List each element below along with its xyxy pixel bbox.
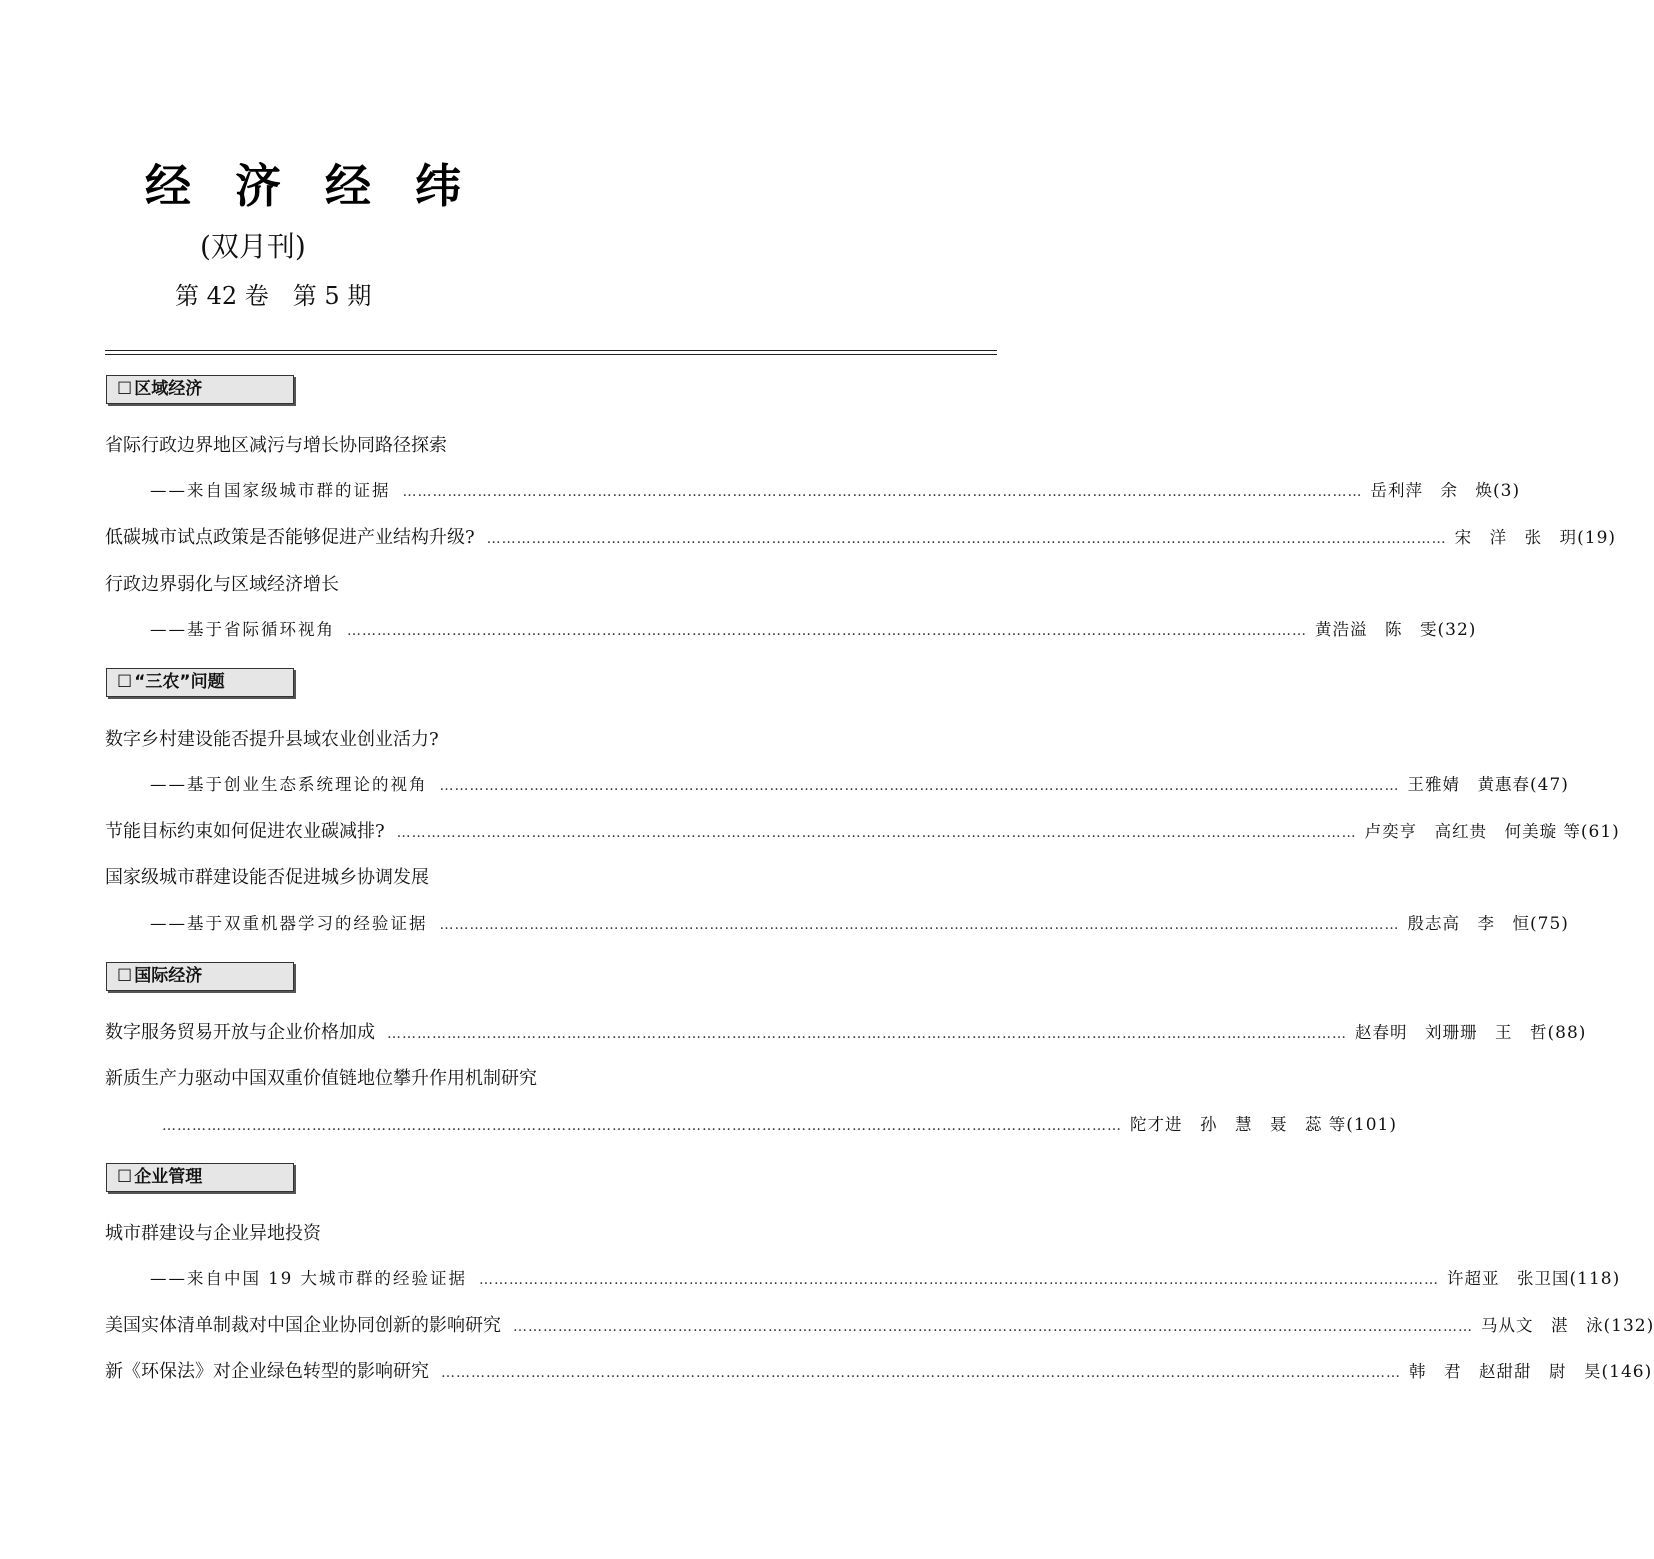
leader-dots: ………………………………………………………………………………………………………………………………………………………………………… — [396, 825, 1357, 841]
entry-title: 美国实体清单制裁对中国企业协同创新的影响研究 — [105, 1315, 501, 1336]
entry-page: (32) — [1437, 620, 1477, 640]
toc-entry[interactable] — [150, 910, 1569, 936]
leader-dots: ………………………………………………………………………………………………………………………………………………………………………… — [513, 1319, 1473, 1335]
entry-authors: 王雅婧 黄惠春 — [1407, 775, 1530, 794]
toc-entry[interactable] — [150, 616, 1477, 642]
toc-title-line[interactable]: 行政边界弱化与区域经济增长 — [105, 574, 339, 595]
checkbox-square-icon: ☐ — [117, 966, 133, 986]
entry-page: (118) — [1569, 1269, 1621, 1289]
leader-dots: ………………………………………………………………………………………………………………………………………………………………………… — [347, 623, 1307, 639]
leader-dots: ………………………………………………………………………………………………………………………………………………………………………… — [402, 484, 1363, 500]
leader-dots: ………………………………………………………………………………………………………………………………………………………………………… — [439, 917, 1400, 933]
entry-page: (19) — [1577, 528, 1617, 548]
entry-page: (146) — [1601, 1362, 1653, 1382]
entry-page: (75) — [1530, 914, 1569, 934]
toc-entry[interactable] — [105, 1311, 1654, 1337]
checkbox-square-icon: ☐ — [117, 672, 133, 692]
toc-entry[interactable] — [105, 1018, 1587, 1044]
leader-dots: ………………………………………………………………………………………………………………………………………………………………………… — [162, 1118, 1122, 1134]
entry-title: 节能目标约束如何促进农业碳减排? — [105, 821, 385, 842]
section-header-regional — [106, 375, 294, 404]
entry-authors: 韩 君 赵甜甜 尉 昊 — [1409, 1362, 1602, 1381]
entry-title: 数字服务贸易开放与企业价格加成 — [105, 1022, 375, 1043]
checkbox-square-icon: ☐ — [117, 379, 133, 399]
leader-dots: ………………………………………………………………………………………………………………………………………………………………………… — [441, 1365, 1401, 1381]
entry-page: (88) — [1547, 1023, 1587, 1043]
entry-authors: 卢奕亨 高红贵 何美璇 等 — [1364, 822, 1581, 841]
section-name: “三农”问题 — [134, 672, 225, 692]
entry-authors: 许超亚 张卫国 — [1447, 1269, 1570, 1288]
section-header-management — [106, 1163, 294, 1192]
section-name: 国际经济 — [134, 966, 203, 986]
toc-entry[interactable] — [150, 477, 1521, 503]
header-rule-bottom — [105, 354, 997, 355]
toc-entry[interactable] — [105, 523, 1617, 549]
entry-page: (61) — [1580, 822, 1620, 842]
toc-title-line[interactable]: 城市群建设与企业异地投资 — [105, 1223, 321, 1244]
entry-page: (132) — [1603, 1316, 1654, 1336]
checkbox-square-icon: ☐ — [117, 1167, 133, 1187]
leader-dots: ………………………………………………………………………………………………………………………………………………………………………… — [479, 1272, 1439, 1288]
leader-dots: ………………………………………………………………………………………………………………………………………………………………………… — [486, 531, 1447, 547]
toc-entry[interactable] — [150, 1265, 1621, 1291]
entry-authors: 宋 洋 张 玥 — [1454, 528, 1578, 547]
toc-entry[interactable] — [162, 1111, 1397, 1137]
section-name: 区域经济 — [134, 379, 203, 399]
leader-dots: ………………………………………………………………………………………………………………………………………………………………………… — [439, 778, 1400, 794]
journal-volume: 第 42 卷 第 5 期 — [175, 282, 372, 310]
toc-title-line[interactable]: 数字乡村建设能否提升县域农业创业活力? — [105, 729, 439, 750]
toc-entry[interactable] — [150, 771, 1569, 797]
leader-dots: ………………………………………………………………………………………………………………………………………………………………………… — [387, 1026, 1347, 1042]
entry-authors: 陀才进 孙 慧 聂 蕊 等 — [1130, 1115, 1347, 1134]
toc-title-line[interactable]: 新质生产力驱动中国双重价值链地位攀升作用机制研究 — [105, 1068, 537, 1089]
entry-subtitle: ——基于省际循环视角 — [150, 620, 335, 639]
entry-authors: 岳利萍 余 焕 — [1370, 481, 1493, 500]
header-rule-top — [105, 350, 997, 351]
entry-title: 低碳城市试点政策是否能够促进产业结构升级? — [105, 527, 475, 548]
toc-title-line[interactable]: 省际行政边界地区减污与增长协同路径探索 — [105, 435, 447, 456]
journal-frequency: (双月刊) — [200, 230, 306, 263]
entry-authors: 殷志高 李 恒 — [1407, 914, 1530, 933]
toc-entry[interactable] — [105, 1357, 1653, 1383]
section-name: 企业管理 — [134, 1167, 203, 1187]
entry-page: (101) — [1346, 1115, 1397, 1135]
entry-authors: 马从文 湛 泳 — [1481, 1316, 1604, 1335]
entry-subtitle: ——基于创业生态系统理论的视角 — [150, 775, 428, 794]
journal-title: 经 济 经 纬 — [145, 159, 476, 213]
toc-entry[interactable] — [105, 817, 1620, 843]
entry-authors: 赵春明 刘珊珊 王 哲 — [1355, 1023, 1548, 1042]
entry-subtitle: ——基于双重机器学习的经验证据 — [150, 914, 428, 933]
entry-subtitle: ——来自国家级城市群的证据 — [150, 481, 391, 500]
entry-page: (3) — [1493, 481, 1521, 501]
entry-title: 新《环保法》对企业绿色转型的影响研究 — [105, 1361, 429, 1382]
toc-title-line[interactable]: 国家级城市群建设能否促进城乡协调发展 — [105, 867, 429, 888]
entry-authors: 黄浩溢 陈 雯 — [1315, 620, 1438, 639]
section-header-international — [106, 962, 294, 991]
entry-subtitle: ——来自中国 19 大城市群的经验证据 — [150, 1269, 467, 1288]
section-header-agriculture — [106, 668, 294, 697]
entry-page: (47) — [1530, 775, 1569, 795]
